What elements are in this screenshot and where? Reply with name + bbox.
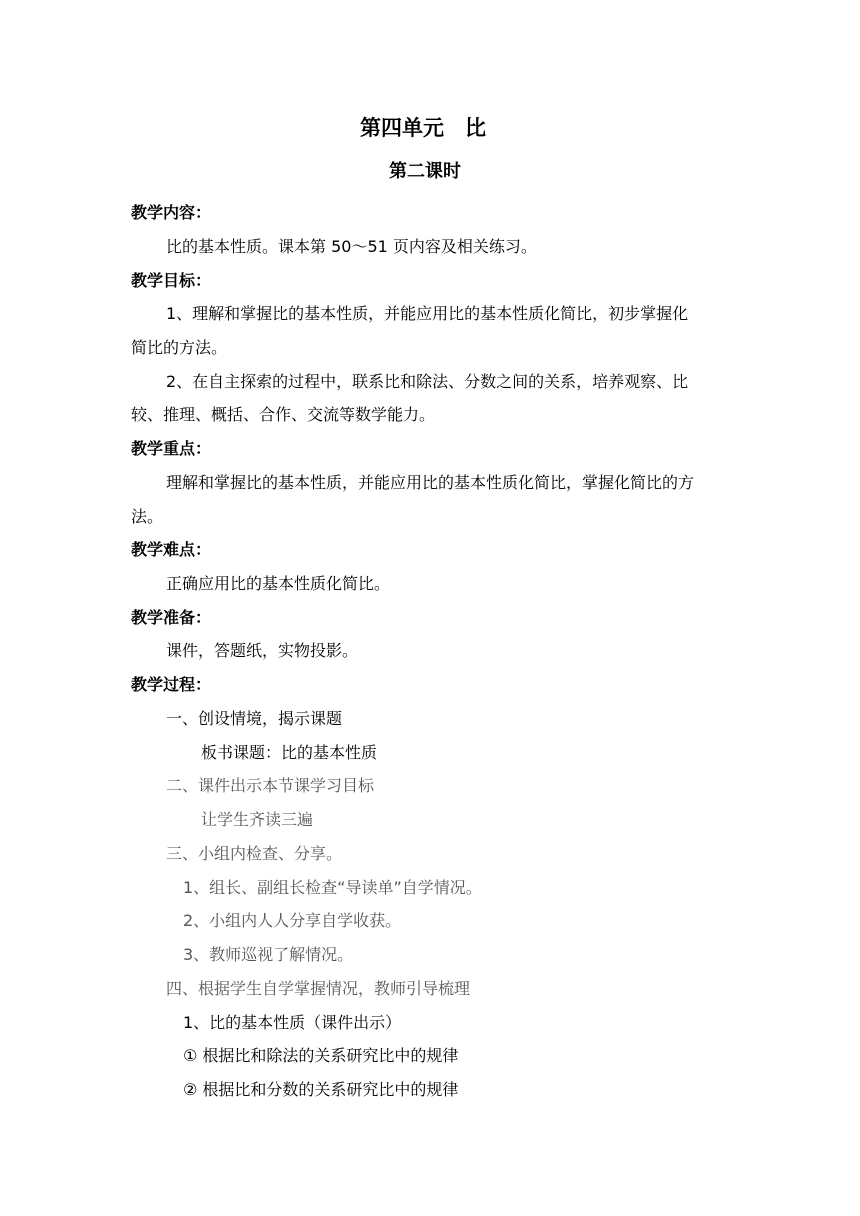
- preparation-heading: 教学准备：: [131, 608, 212, 627]
- key-points-heading: 教学重点：: [131, 439, 212, 458]
- process-step-2: 二、课件出示本节课学习目标: [166, 776, 375, 795]
- process-step-3-item: 3、教师巡视了解情况。: [183, 945, 354, 964]
- process-step-4-item: ① 根据比和除法的关系研究比中的规律: [183, 1046, 459, 1065]
- process-step-4-item: ② 根据比和分数的关系研究比中的规律: [183, 1080, 459, 1099]
- difficulties-heading: 教学难点：: [131, 540, 212, 559]
- document-subtitle: 第二课时: [389, 161, 461, 182]
- process-step-3-item: 1、组长、副组长检查“导读单”自学情况。: [183, 878, 482, 897]
- content-heading: 教学内容：: [131, 203, 212, 222]
- objective-2-line-1: 2、在自主探索的过程中，联系比和除法、分数之间的关系，培养观察、比: [166, 372, 689, 391]
- process-step-3-item: 2、小组内人人分享自学收获。: [183, 911, 402, 930]
- objective-1-line-2: 简比的方法。: [131, 338, 228, 357]
- process-step-1-sub: 板书课题：比的基本性质: [201, 743, 378, 762]
- process-step-1: 一、创设情境，揭示课题: [166, 709, 343, 728]
- process-step-2-sub: 让学生齐读三遍: [201, 810, 314, 829]
- preparation-text: 课件，答题纸，实物投影。: [166, 641, 359, 660]
- process-step-3: 三、小组内检查、分享。: [166, 844, 343, 863]
- key-points-line-1: 理解和掌握比的基本性质，并能应用比的基本性质化简比，掌握化简比的方: [166, 473, 695, 492]
- document-title: 第四单元 比: [360, 116, 486, 140]
- process-step-4-sub: 1、比的基本性质（课件出示）: [183, 1013, 402, 1032]
- key-points-line-2: 法。: [131, 507, 164, 526]
- process-step-4: 四、根据学生自学掌握情况，教师引导梳理: [166, 979, 471, 998]
- content-text: 比的基本性质。课本第 50～51 页内容及相关练习。: [166, 237, 537, 256]
- difficulties-text: 正确应用比的基本性质化简比。: [166, 574, 391, 593]
- objective-1-line-1: 1、理解和掌握比的基本性质，并能应用比的基本性质化简比，初步掌握化: [166, 304, 689, 323]
- objective-2-line-2: 较、推理、概括、合作、交流等数学能力。: [131, 405, 436, 424]
- process-heading: 教学过程：: [131, 675, 212, 694]
- objectives-heading: 教学目标：: [131, 271, 212, 290]
